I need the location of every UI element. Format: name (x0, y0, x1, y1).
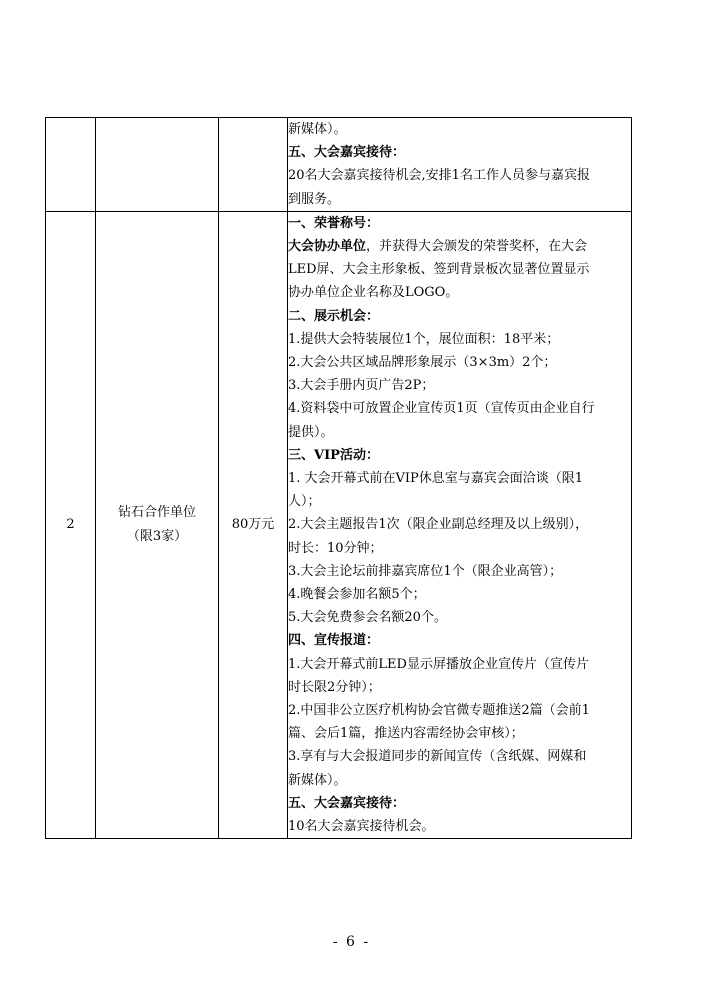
benefit-line: 20名大会嘉宾接待机会,安排1名工作人员参与嘉宾报 (288, 168, 590, 184)
benefit-line: 3.大会主论坛前排嘉宾席位1个（限企业高管）； (288, 563, 563, 579)
table-row (46, 211, 632, 838)
bold-phrase: 大会协办单位 (288, 239, 367, 255)
benefit-line: 2.中国非公立医疗机构协会官微专题推送2篇（会前1 (288, 703, 590, 719)
benefit-line: 提供）。 (288, 424, 334, 440)
table-body (46, 118, 632, 839)
benefit-line: 2.大会主题报告1次（限企业副总经理及以上级别）， (288, 517, 589, 533)
benefit-line: 篇、会后1篇，推送内容需经协会审核）； (288, 726, 524, 742)
benefit-line: 大会协办单位，并获得大会颁发的荣誉奖杯，在大会 (288, 239, 588, 255)
benefit-line: 新媒体）。 (288, 122, 347, 137)
benefits-cell (288, 118, 632, 212)
tier-limit: （限3家） (126, 529, 188, 545)
table-row (46, 118, 632, 212)
section-heading: 五、大会嘉宾接待： (288, 145, 406, 161)
section-heading: 一、荣誉称号： (288, 215, 380, 231)
benefit-line: 到服务。 (288, 191, 341, 207)
row-number-cell (46, 118, 96, 212)
row-number-cell (46, 211, 96, 838)
benefit-line: 10名大会嘉宾接待机会。 (288, 819, 435, 835)
tier-name: 钻石合作单位 (117, 505, 196, 521)
benefit-line: 时长限2分钟）； (288, 679, 381, 695)
benefit-line: 协办单位企业名称及LOGO。 (288, 285, 459, 301)
price: 80万元 (231, 517, 275, 533)
row-number: 2 (66, 517, 75, 533)
section-heading: 二、展示机会： (288, 308, 380, 324)
benefit-line: 4.晚餐会参加名额5个； (288, 587, 426, 603)
sponsorship-table (45, 117, 632, 839)
section-heading: 五、大会嘉宾接待： (288, 795, 406, 811)
page-number: - 6 - (332, 934, 371, 950)
benefit-line: 3.大会手册内页广告2P； (288, 378, 435, 394)
benefit-line: 1.提供大会特装展位1个，展位面积：18平米； (288, 331, 560, 347)
benefit-line: 4.资料袋中可放置企业宣传页1页（宣传页由企业自行 (288, 401, 595, 417)
benefit-line: 2.大会公共区域品牌形象展示（3×3m）2个； (288, 355, 557, 371)
tier-cell (96, 118, 219, 212)
benefit-line: 时长：10分钟； (288, 540, 383, 556)
benefit-line: 3.享有与大会报道同步的新闻宣传（含纸媒、网媒和 (288, 749, 587, 765)
benefit-line: LED屏、大会主形象板、签到背景板次显著位置显示 (288, 262, 590, 278)
benefits-cell (288, 211, 632, 838)
section-heading: 四、宣传报道： (288, 633, 380, 649)
price-cell (219, 211, 288, 838)
benefit-line: 人）； (288, 494, 321, 510)
section-heading: 三、VIP活动： (288, 447, 379, 463)
benefit-line: 1. 大会开幕式前在VIP休息室与嘉宾会面洽谈（限1 (288, 471, 584, 487)
price-cell (219, 118, 288, 212)
benefit-line: 新媒体）。 (288, 772, 347, 788)
tier-cell (96, 211, 219, 838)
benefit-line: 1.大会开幕式前LED显示屏播放企业宣传片（宣传片 (288, 656, 589, 672)
benefit-line: 5.大会免费参会名额20个。 (288, 610, 447, 626)
